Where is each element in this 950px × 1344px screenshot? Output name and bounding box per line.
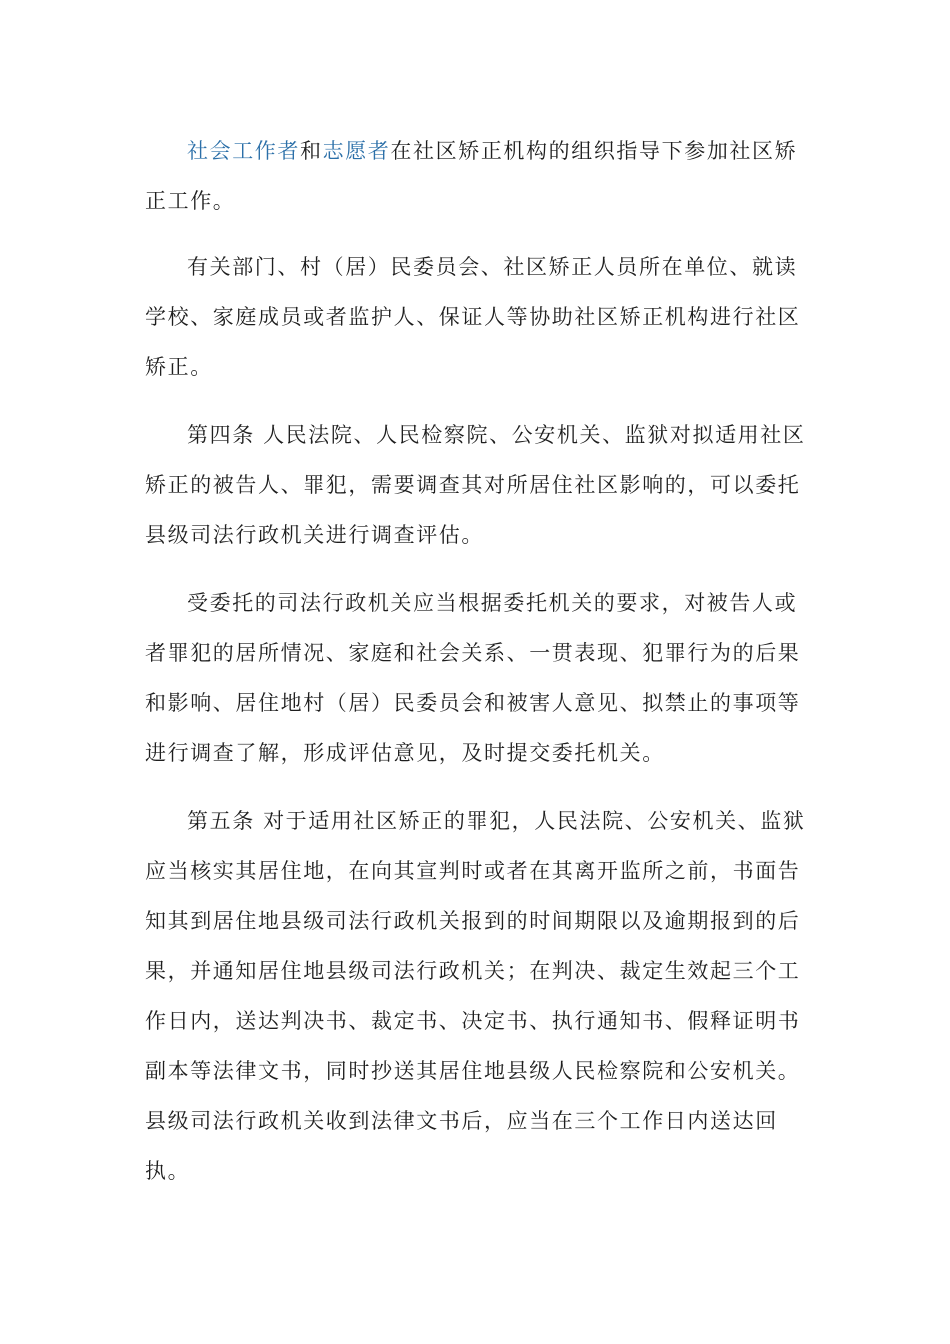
paragraph-volunteers — [145, 126, 815, 226]
paragraph-assisting-parties: 有关部门、村（居）民委员会、社区矫正人员所在单位、就读学校、家庭成员或者监护人、保证人等协助社区矫正机构进行社区矫正。 — [145, 255, 801, 379]
link-volunteers[interactable]: 志愿者 — [322, 139, 391, 163]
paragraph-entrusted-agency: 受委托的司法行政机关应当根据委托机关的要求，对被告人或者罪犯的居所情况、家庭和社会关系、一贯表现、犯罪行为的后果和影响、居住地村（居）民委员会和被害人意见、拟禁止的事项等进行调查了解，形成评估意见，及时提交委托机关。 — [145, 591, 801, 765]
paragraph-article-4: 第四条 人民法院、人民检察院、公安机关、监狱对拟适用社区矫正的被告人、罪犯，需要调查其对所居住社区影响的，可以委托县级司法行政机关进行调查评估。 — [145, 423, 806, 547]
paragraph-text: 和 — [300, 139, 323, 163]
paragraph-article-5: 第五条 对于适用社区矫正的罪犯，人民法院、公安机关、监狱应当核实其居住地，在向其宣判时或者在其离开监所之前，书面告知其到居住地县级司法行政机关报到的时间期限以及逾期报到的后果，并通知居住地县级司法行政机关；在判决、裁定生效起三个工作日内，送达判决书、裁定书、决定书、执行通知书、假释证明书副本等法律文书，同时抄送其居住地县级人民检察院和公安机关。县级司法行政机关收到法律文书后，应当在三个工作日内送达回执。 — [145, 809, 806, 1183]
link-social-workers[interactable]: 社会工作者 — [187, 139, 300, 163]
paragraph-text: 在社区矫正机构的组织指导下参加社区矫正工作。 — [145, 139, 798, 213]
